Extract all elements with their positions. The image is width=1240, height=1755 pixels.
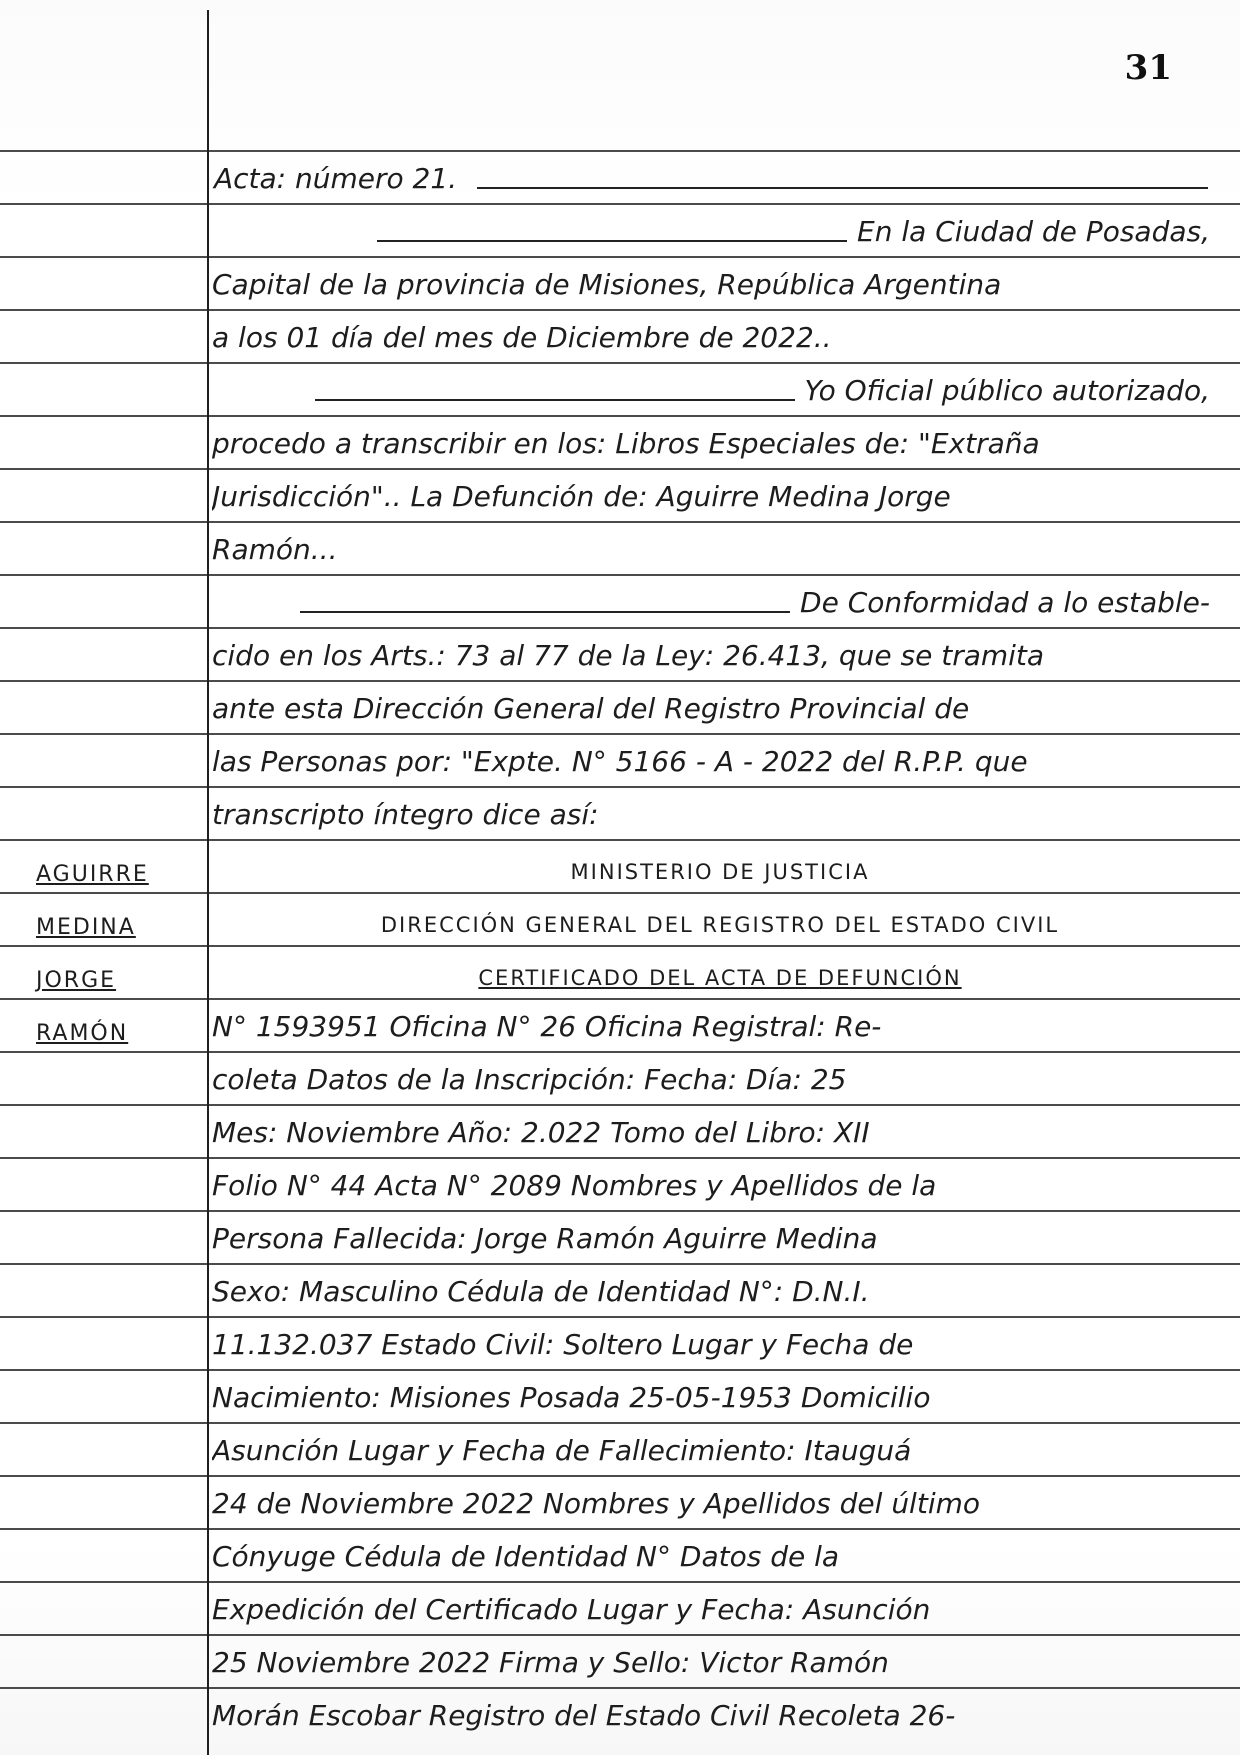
- line-text: Asunción Lugar y Fecha de Fallecimiento: Itauguá: [212, 1434, 912, 1467]
- line-text: las Personas por: "Expte. N° 5166 - A - 2022 del R.P.P. que: [212, 745, 1028, 778]
- line-text: Mes: Noviembre Año: 2.022 Tomo del Libro: XII: [212, 1116, 870, 1149]
- line-text: ante esta Dirección General del Registro Provincial de: [212, 692, 970, 725]
- line-text: coleta Datos de la Inscripción: Fecha: Día: 25: [212, 1063, 847, 1096]
- line-text: a los 01 día del mes de Diciembre de 2022..: [212, 321, 832, 354]
- line-text: transcripto íntegro dice así:: [212, 798, 599, 831]
- margin-line: [207, 10, 209, 1755]
- line-text: En la Ciudad de Posadas,: [857, 215, 1210, 248]
- line-text: Morán Escobar Registro del Estado Civil Recoleta 26-: [212, 1699, 956, 1732]
- handwritten-line: [212, 681, 1228, 729]
- line-text: Nacimiento: Misiones Posada 25-05-1953 Domicilio: [212, 1381, 931, 1414]
- fill-dash: [315, 399, 795, 401]
- handwritten-line: [212, 946, 1228, 994]
- line-text: Sexo: Masculino Cédula de Identidad N°: D.N.I.: [212, 1275, 870, 1308]
- handwritten-line: [212, 1529, 1228, 1577]
- line-text: cido en los Arts.: 73 al 77 de la Ley: 26.413, que se tramita: [212, 639, 1045, 672]
- handwritten-line: [212, 310, 1228, 358]
- line-text: Jurisdicción".. La Defunción de: Aguirre Medina Jorge: [212, 480, 951, 513]
- fill-dash: [477, 187, 1208, 189]
- handwritten-line: [212, 1370, 1228, 1418]
- margin-note: JORGE: [36, 968, 117, 993]
- handwritten-line: [212, 734, 1228, 782]
- handwritten-line: [212, 1317, 1228, 1365]
- handwritten-line: [212, 1688, 1228, 1736]
- page-number: 31: [1124, 48, 1172, 88]
- line-text: De Conformidad a lo estable-: [800, 586, 1210, 619]
- handwritten-line: [212, 257, 1228, 305]
- handwritten-line: [212, 840, 1228, 888]
- margin-note: AGUIRRE: [36, 862, 149, 887]
- handwritten-line: [212, 1476, 1228, 1524]
- margin-note: RAMÓN: [36, 1021, 129, 1046]
- handwritten-line: [212, 204, 1228, 252]
- line-text: MINISTERIO DE JUSTICIA: [570, 860, 870, 884]
- line-text: Yo Oficial público autorizado,: [804, 374, 1210, 407]
- handwritten-line: [212, 575, 1228, 623]
- handwritten-line: [212, 1211, 1228, 1259]
- act-heading: Acta: número 21.: [214, 162, 458, 195]
- line-text: Expedición del Certificado Lugar y Fecha: Asunción: [212, 1593, 931, 1626]
- handwritten-line: [212, 522, 1228, 570]
- handwritten-line: [212, 363, 1228, 411]
- line-text: procedo a transcribir en los: Libros Especiales de: "Extraña: [212, 427, 1040, 460]
- line-text: 11.132.037 Estado Civil: Soltero Lugar y Fecha de: [212, 1328, 914, 1361]
- line-text: N° 1593951 Oficina N° 26 Oficina Registral: Re-: [212, 1010, 882, 1043]
- line-text: Capital de la provincia de Misiones, República Argentina: [212, 268, 1002, 301]
- line-text: Persona Fallecida: Jorge Ramón Aguirre Medina: [212, 1222, 878, 1255]
- handwritten-line: [212, 1105, 1228, 1153]
- line-text: CERTIFICADO DEL ACTA DE DEFUNCIÓN: [478, 966, 962, 990]
- handwritten-line: [212, 1423, 1228, 1471]
- handwritten-line: [212, 893, 1228, 941]
- handwritten-line: [212, 1582, 1228, 1630]
- line-text: Folio N° 44 Acta N° 2089 Nombres y Apellidos de la: [212, 1169, 937, 1202]
- line-text: Cónyuge Cédula de Identidad N° Datos de la: [212, 1540, 840, 1573]
- handwritten-line: [212, 151, 1228, 199]
- margin-note: MEDINA: [36, 915, 136, 940]
- line-text: Ramón...: [212, 533, 338, 566]
- handwritten-line: [212, 1635, 1228, 1683]
- handwritten-line: [212, 1158, 1228, 1206]
- fill-dash: [377, 240, 847, 242]
- handwritten-line: [212, 469, 1228, 517]
- handwritten-line: [212, 628, 1228, 676]
- handwritten-line: [212, 787, 1228, 835]
- handwritten-line: [212, 1052, 1228, 1100]
- handwritten-line: [212, 416, 1228, 464]
- handwritten-line: [212, 1264, 1228, 1312]
- line-text: 25 Noviembre 2022 Firma y Sello: Victor Ramón: [212, 1646, 889, 1679]
- line-text: 24 de Noviembre 2022 Nombres y Apellidos del último: [212, 1487, 981, 1520]
- handwritten-line: [212, 999, 1228, 1047]
- line-text: DIRECCIÓN GENERAL DEL REGISTRO DEL ESTADO CIVIL: [380, 913, 1060, 937]
- fill-dash: [300, 611, 790, 613]
